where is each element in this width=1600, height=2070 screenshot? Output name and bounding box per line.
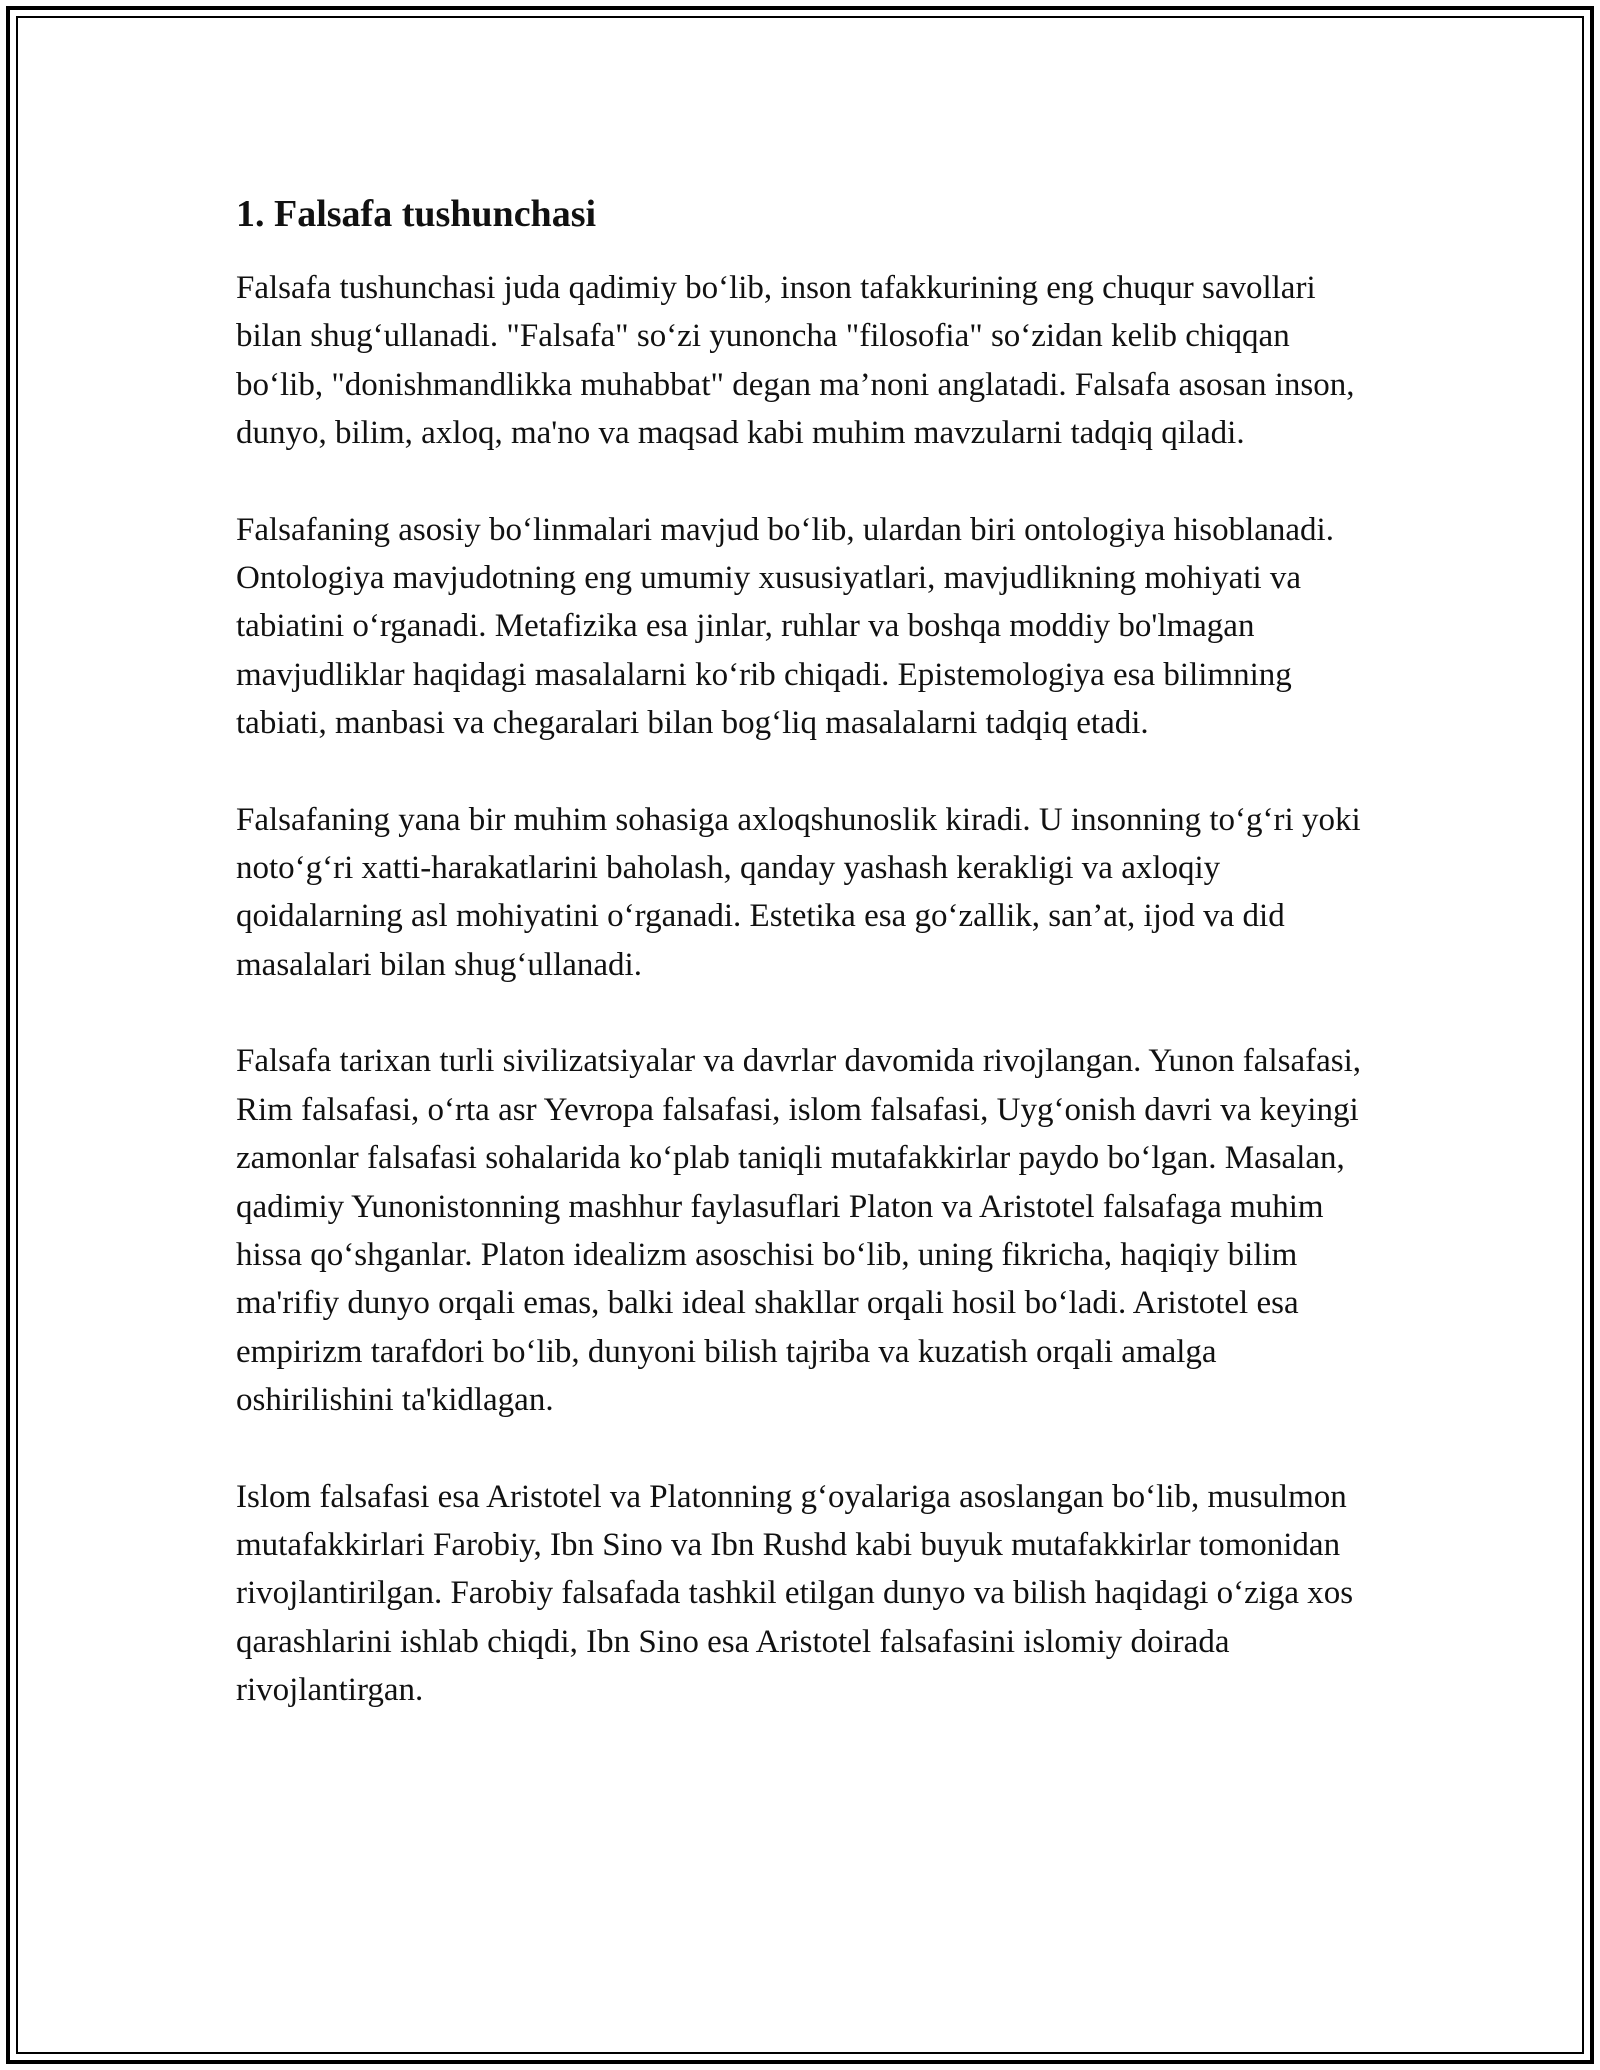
paragraph-history: Falsafa tarixan turli sivilizatsiyalar va davrlar davomida rivojlangan. Yunon falsafasi, Rim falsafasi, o‘rta asr Yevropa falsafasi, islom falsafasi, Uyg‘onish davri va keyingi zamonlar falsafasi sohalarida ko‘plab taniqli mutafakkirlar paydo bo‘lgan. Masalan, qadimiy Yunonistonning mashhur faylasuflari Platon va Aristotel falsafaga muhim hissa qo‘shganlar. Platon idealizm asoschisi bo‘lib, uning fikricha, haqiqiy bilim ma'rifiy dunyo orqali emas, balki ideal shakllar orqali hosil bo‘ladi. Aristotel esa empirizm tarafdori bo‘lib, dunyoni bilish tajriba va kuzatish orqali amalga oshirilishini ta'kidlagan. (236, 1043, 1361, 1419)
paragraph-branches: Falsafaning asosiy bo‘linmalari mavjud bo‘lib, ulardan biri ontologiya hisoblanadi. Ontologiya mavjudotning eng umumiy xususiyatlari, mavjudlikning mohiyati va tabiatini o‘rganadi. Metafizika esa jinlar, ruhlar va boshqa moddiy bo'lmagan mavjudliklar haqidagi masalalarni ko‘rib chiqadi. Epistemologiya esa bilimning tabiati, manbasi va chegaralari bilan bog‘liq masalalarni tadqiq etadi. (236, 511, 1334, 742)
paragraph-islamic-philosophy: Islom falsafasi esa Aristotel va Platonning g‘oyalariga asoslangan bo‘lib, musulmon mutafakkirlari Farobiy, Ibn Sino va Ibn Rushd kabi buyuk mutafakkirlar tomonidan rivojlantirilgan. Farobiy falsafada tashkil etilgan dunyo va bilish haqidagi o‘ziga xos qarashlarini ishlab chiqdi, Ibn Sino esa Aristotel falsafasini islomiy doirada rivojlantirgan. (236, 1478, 1354, 1709)
document-body (236, 188, 1376, 1715)
paragraph-intro: Falsafa tushunchasi juda qadimiy bo‘lib, inson tafakkurining eng chuqur savollari bilan shug‘ullanadi. "Falsafa" so‘zi yunoncha "filosofia" so‘zidan kelib chiqqan bo‘lib, "donishmandlikka muhabbat" degan ma’noni anglatadi. Falsafa asosan inson, dunyo, bilim, axloq, ma'no va maqsad kabi muhim mavzularni tadqiq qiladi. (236, 270, 1355, 452)
section-heading: 1. Falsafa tushunchasi (236, 193, 597, 235)
paragraph-ethics: Falsafaning yana bir muhim sohasiga axloqshunoslik kiradi. U insonning to‘g‘ri yoki noto‘g‘ri xatti-harakatlarini baholash, qanday yashash kerakligi va axloqiy qoidalarning asl mohiyatini o‘rganadi. Estetika esa go‘zallik, san’at, ijod va did masalalari bilan shug‘ullanadi. (236, 801, 1361, 983)
